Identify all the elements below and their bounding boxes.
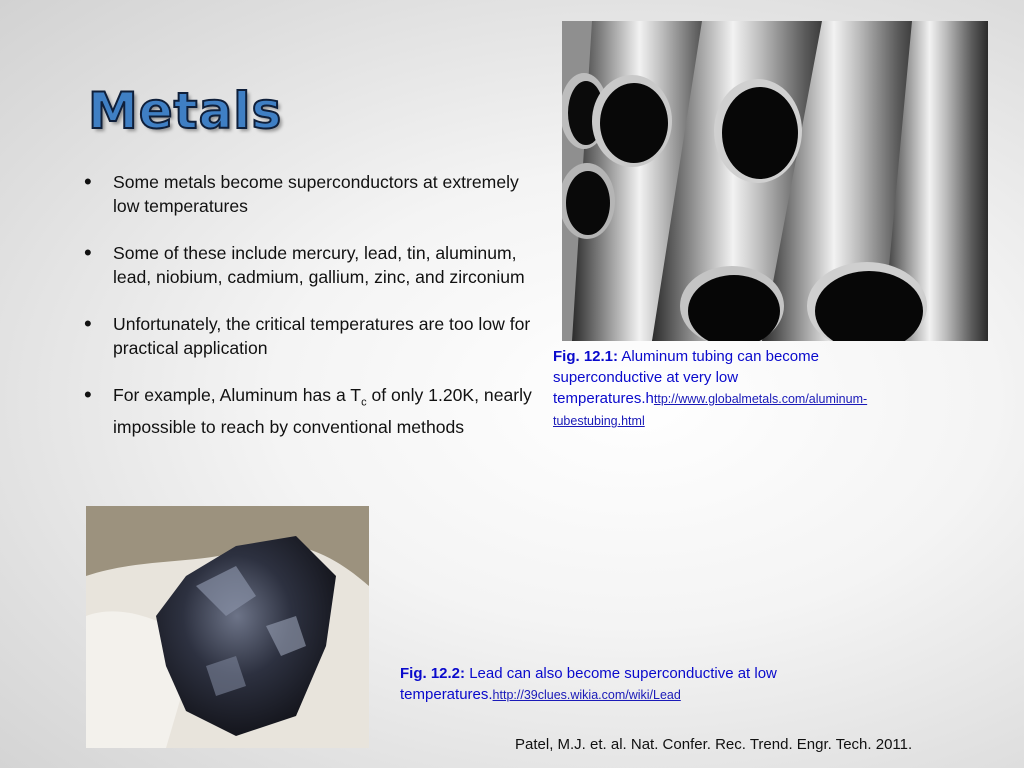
bullet-item [84,382,532,439]
figure-label: Fig. 12.1: [553,348,619,365]
aluminum-tubes-photo [562,21,988,341]
slide-title: Metals [88,82,283,140]
lead-ore-photo [86,506,369,748]
bullet-icon: • [84,240,92,265]
bullet-list [84,169,532,462]
caption-text: Lead can also become superconductive at low temperatures. [400,665,777,703]
footer-citation: Patel, M.J. et. al. Nat. Confer. Rec. Trend. Engr. Tech. 2011. [515,736,913,753]
subscript-c: c [361,396,367,409]
bullet-text: For example, Aluminum has a $T_c$ of only 1.20K, nearly impossible to reach by conventional methods [113,385,532,437]
figure-caption-2 [400,663,820,706]
caption-link-prefix: h [645,390,654,407]
bullet-item [84,311,532,360]
bullet-icon: • [84,382,92,407]
source-link[interactable]: http://39clues.wikia.com/wiki/Lead [492,688,681,702]
source-link[interactable]: ttp://www.globalmetals.com/aluminum-tubestubing.html [553,392,868,428]
bullet-item [84,169,532,218]
bullet-icon: • [84,169,92,194]
caption-text: Aluminum tubing can become superconductive at very low temperatures. [553,348,819,407]
figure-caption-1 [553,346,923,432]
figure-label: Fig. 12.2: [400,665,466,682]
bullet-icon: • [84,311,92,336]
bullet-item [84,240,532,289]
bullet-text: Some metals become superconductors at extremely low temperatures [113,172,519,216]
bullet-text: Unfortunately, the critical temperatures are too low for practical application [113,314,531,358]
bullet-text: Some of these include mercury, lead, tin, aluminum, lead, niobium, cadmium, gallium, zinc, and zirconium [113,243,525,287]
